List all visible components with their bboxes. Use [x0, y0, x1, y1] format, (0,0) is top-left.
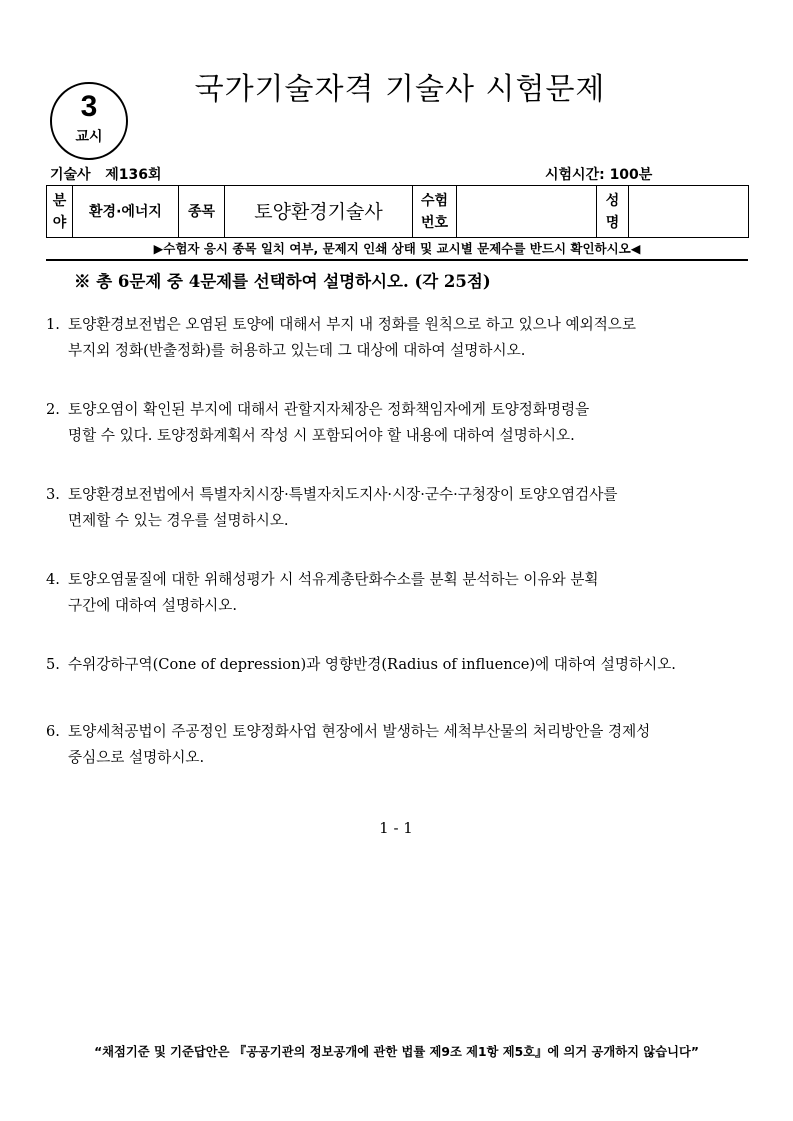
question-text-line1: 토양오염물질에 대한 위해성평가 시 석유계총탄화수소를 분획 분석하는 이유와 분획	[68, 571, 599, 588]
question-text-line2: 중심으로 설명하시오.	[68, 749, 205, 766]
instruction-text: ※ 총 6문제 중 4문제를 선택하여 설명하시오. (각 25점)	[74, 272, 491, 291]
question-5	[46, 652, 748, 678]
name-label-line1: 성	[605, 192, 620, 209]
field-label-line2: 야	[52, 214, 67, 231]
category-value: 토양환경기술사	[225, 186, 413, 238]
name-field[interactable]	[629, 186, 749, 238]
session-number: 3	[80, 90, 98, 123]
question-text-line2: 명할 수 있다. 토양정화계획서 작성 시 포함되어야 할 내용에 대하여 설명하시오.	[68, 427, 575, 444]
question-text-line1: 수위강하구역(Cone of depression)과 영향반경(Radius of influence)에 대하여 설명하시오.	[68, 656, 676, 673]
page-number: 1 - 1	[379, 819, 413, 837]
question-text-line2: 면제할 수 있는 경우를 설명하시오.	[68, 512, 289, 529]
question-text-line1: 토양환경보전법은 오염된 토양에 대해서 부지 내 정화를 원칙으로 하고 있으나 예외적으로	[68, 316, 637, 333]
page-title: 국가기술자격 기술사 시험문제	[194, 72, 606, 107]
examinee-number-field[interactable]	[457, 186, 597, 238]
notice-text: ▶수험자 응시 종목 일치 여부, 문제지 인쇄 상태 및 교시별 문제수를 반드시 확인하시오◀	[153, 241, 641, 256]
question-number: 1.	[46, 316, 60, 333]
question-text-line1: 토양세척공법이 주공정인 토양정화사업 현장에서 발생하는 세척부산물의 처리방안을 경제성	[68, 723, 651, 740]
question-text-line1: 토양환경보전법에서 특별자치시장·특별자치도지사·시장·군수·구청장이 토양오염검사를	[68, 486, 618, 503]
footer-note: “채점기준 및 기준답안은 『공공기관의 정보공개에 관한 법률 제9조 제1항 제5호』에 의거 공개하지 않습니다”	[94, 1045, 699, 1059]
exam-info-table	[46, 185, 749, 238]
session-badge	[50, 82, 128, 160]
question-text-line1: 토양오염이 확인된 부지에 대해서 관할지자체장은 정화책임자에게 토양정화명령을	[68, 401, 590, 418]
exam-time: 시험시간: 100분	[545, 167, 653, 183]
question-number: 6.	[46, 723, 60, 740]
name-label-cell	[597, 186, 629, 238]
session-label: 교시	[75, 129, 103, 145]
question-text-line2: 구간에 대하여 설명하시오.	[68, 597, 237, 614]
name-label-line2: 명	[605, 214, 620, 231]
question-number: 5.	[46, 656, 60, 673]
question-4	[46, 567, 748, 619]
divider	[46, 259, 748, 261]
question-6	[46, 719, 748, 771]
question-1	[46, 312, 748, 364]
question-3	[46, 482, 748, 534]
field-value: 환경·에너지	[73, 186, 179, 238]
question-number: 2.	[46, 401, 60, 418]
examinee-number-label-line2: 번호	[420, 214, 449, 231]
examinee-number-label-line1: 수험	[420, 192, 449, 209]
category-label: 종목	[179, 186, 225, 238]
field-label-cell	[47, 186, 73, 238]
question-2	[46, 397, 748, 449]
question-number: 4.	[46, 571, 60, 588]
exam-round: 기술사 제136회	[50, 167, 162, 183]
question-text-line2: 부지외 정화(반출정화)를 허용하고 있는데 그 대상에 대하여 설명하시오.	[68, 342, 526, 359]
examinee-number-label-cell	[413, 186, 457, 238]
field-label-line1: 분	[52, 192, 67, 209]
question-number: 3.	[46, 486, 60, 503]
